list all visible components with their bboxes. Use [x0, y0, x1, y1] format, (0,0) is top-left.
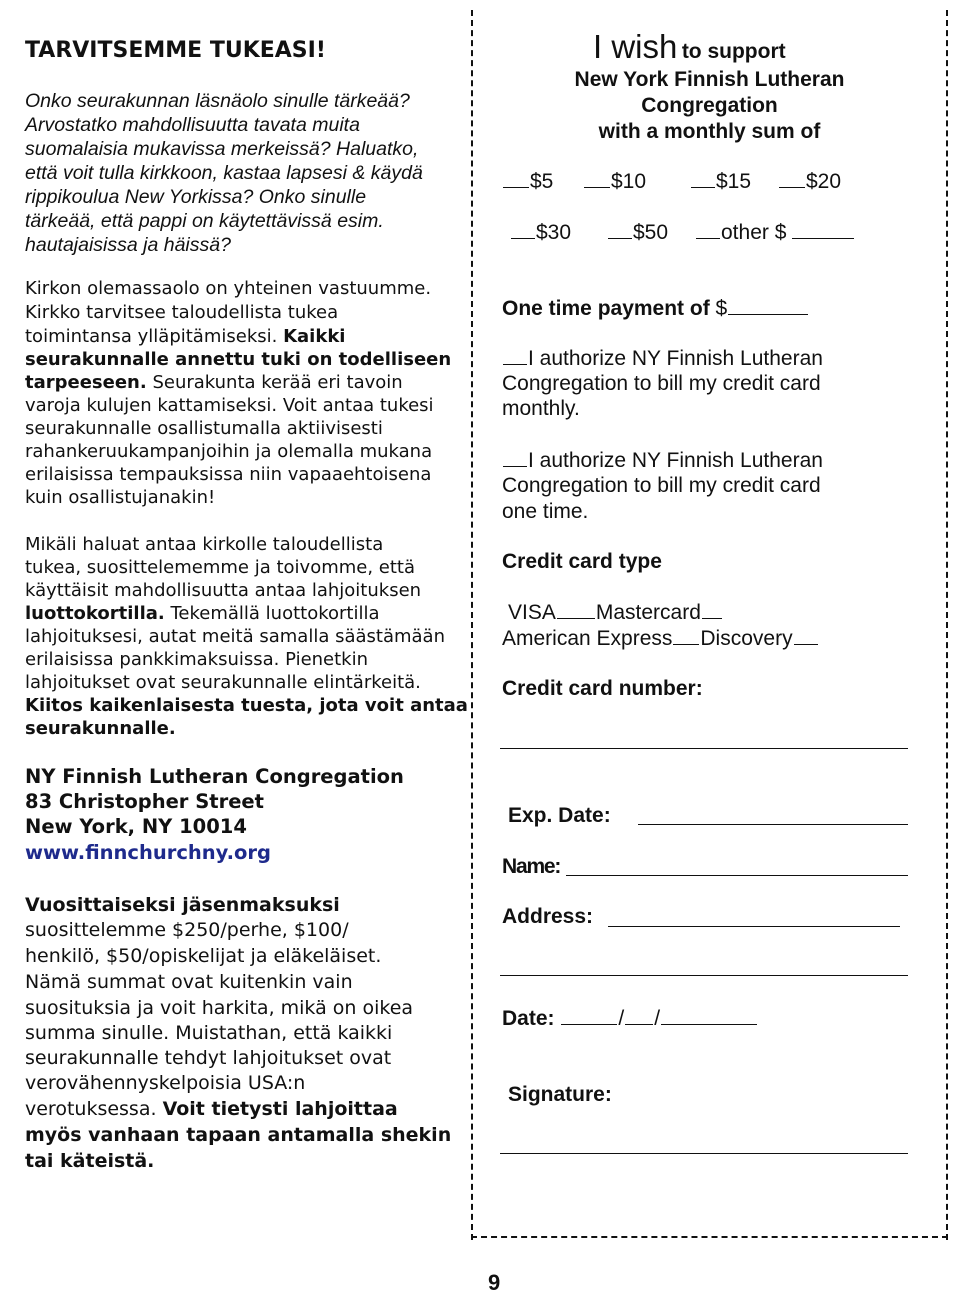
address-input-line-1[interactable]: [608, 926, 900, 927]
checkbox-blank[interactable]: [503, 347, 527, 365]
signature-input[interactable]: [500, 1153, 908, 1154]
card-type-row-1: [508, 601, 723, 625]
amount-label: $30: [536, 221, 572, 244]
address-label: Address:: [502, 905, 594, 928]
intro-line: että voit tulla kirkkoon, kastaa lapsesi & käydä: [25, 162, 423, 184]
text-line: Nämä summat ovat kuitenkin vain: [25, 971, 353, 993]
date-year-input[interactable]: [661, 1007, 757, 1025]
card-type-row-2: [502, 627, 819, 651]
membership-title: Vuosittaiseksi jäsenmaksuksi: [25, 894, 340, 916]
text-line: tai käteistä.: [25, 1150, 155, 1172]
cut-line-horizontal: [471, 1236, 948, 1238]
date-slash: /: [654, 1007, 661, 1030]
form-title: [593, 28, 786, 66]
text-line: [25, 603, 380, 624]
auth-text-line: one time.: [502, 500, 589, 523]
other-amount-input[interactable]: [792, 221, 854, 239]
text-line: tukea, suosittelememme ja toivomme, että: [25, 557, 416, 578]
text-span-bold: Voit tietysti lahjoittaa: [162, 1098, 398, 1120]
text-line: suosituksia ja voit harkita, mikä on oikea: [25, 997, 414, 1019]
one-time-label: One time payment of: [502, 297, 710, 320]
text-line: käyttäisit mahdollisuutta antaa lahjoituksen: [25, 580, 422, 601]
auth-text-line: Congregation to bill my credit card: [502, 474, 821, 497]
date-slash: /: [618, 1007, 625, 1030]
intro-line: tärkeää, että pappi on käytettävissä esim.: [25, 210, 384, 232]
text-line: suosittelemme $250/perhe, $100/: [25, 919, 349, 941]
text-line: seurakunnalle osallistumalla aktiivisesti: [25, 418, 383, 439]
text-line: lahjoitukset ovat seurakunnalle elintärkeitä.: [25, 672, 421, 693]
date-day-input[interactable]: [625, 1007, 653, 1025]
amount-label: $50: [633, 221, 669, 244]
visa-label: VISA: [508, 601, 556, 624]
text-line: seurakunnalle tehdyt lahjoitukset ovat: [25, 1047, 392, 1069]
mastercard-blank[interactable]: [702, 601, 722, 619]
amount-10-option[interactable]: [583, 170, 646, 194]
amount-label: $15: [716, 170, 752, 193]
wish-support: to support: [681, 40, 786, 63]
text-line: Kirkko tarvitsee taloudellista tukea: [25, 302, 339, 323]
amex-blank[interactable]: [673, 627, 699, 645]
text-line: summa sinulle. Muistathan, että kaikki: [25, 1022, 393, 1044]
amount-50-option[interactable]: [607, 221, 668, 245]
text-line: henkilö, $50/opiskelijat ja eläkeläiset.: [25, 945, 382, 967]
checkbox-blank[interactable]: [511, 221, 535, 239]
form-monthly-line: with a monthly sum of: [598, 120, 821, 143]
checkbox-blank[interactable]: [779, 170, 805, 188]
checkbox-blank[interactable]: [691, 170, 715, 188]
wish-text: I wish: [593, 28, 678, 65]
cut-line-vertical: [471, 10, 473, 1240]
intro-line: rippikoulua New Yorkissa? Onko sinulle: [25, 186, 367, 208]
exp-date-input[interactable]: [638, 824, 908, 825]
text-line: [25, 372, 403, 393]
text-span: Tekemällä luottokortilla: [164, 603, 380, 624]
discovery-label: Discovery: [700, 627, 793, 650]
one-time-payment: [502, 297, 809, 321]
one-time-amount-input[interactable]: [728, 297, 808, 315]
text-line: Mikäli haluat antaa kirkolle taloudellista: [25, 534, 384, 555]
amount-20-option[interactable]: [778, 170, 841, 194]
text-span-bold: tarpeeseen.: [25, 372, 147, 393]
text-line: [25, 395, 434, 416]
text-span-bold: Kaikki: [283, 326, 346, 347]
text-line: verovähennyskelpoisia USA:n: [25, 1072, 306, 1094]
text-line: lahjoituksesi, autat meitä samalla säästämään: [25, 626, 445, 647]
text-line: seurakunnalle annettu tuki on todelliseen: [25, 349, 452, 370]
text-span: toimintansa ylläpitämiseksi.: [25, 326, 284, 347]
date-label: Date:: [502, 1007, 555, 1030]
auth-text: I authorize NY Finnish Lutheran: [528, 347, 823, 370]
text-line: erilaisissa pankkimaksuissa. Pienetkin: [25, 649, 369, 670]
intro-line: Arvostatko mahdollisuutta tavata muita: [25, 114, 360, 136]
checkbox-blank[interactable]: [584, 170, 610, 188]
card-number-input[interactable]: [500, 748, 908, 749]
form-org-line1: New York Finnish Lutheran: [574, 68, 845, 91]
text-line: myös vanhaan tapaan antamalla shekin: [25, 1124, 452, 1146]
org-name: NY Finnish Lutheran Congregation: [25, 765, 404, 788]
date-field: [502, 1007, 758, 1031]
text-line: [25, 1098, 398, 1120]
card-number-label: Credit card number:: [502, 677, 703, 700]
amount-other-option[interactable]: [695, 221, 855, 245]
authorize-monthly-option[interactable]: [502, 347, 823, 371]
checkbox-blank[interactable]: [696, 221, 720, 239]
text-line: seurakunnalle.: [25, 718, 176, 739]
org-street: 83 Christopher Street: [25, 790, 264, 813]
checkbox-blank[interactable]: [503, 449, 527, 467]
card-type-label: Credit card type: [502, 550, 662, 573]
mastercard-label: Mastercard: [595, 601, 701, 624]
amount-30-option[interactable]: [510, 221, 571, 245]
amex-label: American Express: [502, 627, 673, 650]
text-line: Kirkon olemassaolo on yhteinen vastuumme.: [25, 278, 432, 299]
exp-date-label: Exp. Date:: [508, 804, 611, 827]
text-span: verotuksessa.: [25, 1098, 163, 1120]
intro-line: hautajaisissa ja häissä?: [25, 234, 231, 256]
text-line: Kiitos kaikenlaisesta tuesta, jota voit antaa: [25, 695, 468, 716]
auth-text: I authorize NY Finnish Lutheran: [528, 449, 823, 472]
amount-label: $5: [530, 170, 554, 193]
signature-label: Signature:: [508, 1083, 612, 1106]
amount-15-option[interactable]: [690, 170, 751, 194]
text-line: rahankeruukampanjoihin ja olemalla mukana: [25, 441, 433, 462]
auth-text-line: monthly.: [502, 397, 580, 420]
visa-blank[interactable]: [557, 601, 595, 619]
cut-line-right: [946, 10, 948, 1240]
amount-label: other $: [721, 221, 787, 244]
address-input-line-2[interactable]: [500, 975, 908, 976]
text-line: [25, 326, 345, 347]
date-month-input[interactable]: [561, 1007, 617, 1025]
amount-label: $10: [611, 170, 647, 193]
text-span: Voit antaa tukesi: [277, 395, 434, 416]
text-span: varoja kulujen kattamiseksi.: [25, 395, 278, 416]
text-span: Seurakunta kerää eri tavoin: [146, 372, 403, 393]
intro-line: Onko seurakunnan läsnäolo sinulle tärkeää?: [25, 90, 410, 112]
auth-text-line: Congregation to bill my credit card: [502, 372, 821, 395]
page-heading: TARVITSEMME TUKEASI!: [25, 38, 326, 63]
text-line: kuin osallistujanakin!: [25, 487, 216, 508]
text-line: erilaisissa tempauksissa niin vapaaehtoisena: [25, 464, 432, 485]
name-label: Name:: [502, 855, 561, 878]
checkbox-blank[interactable]: [608, 221, 632, 239]
intro-line: suomalaisia mukavissa merkeissä? Haluatko,: [25, 138, 419, 160]
discovery-blank[interactable]: [794, 627, 818, 645]
dollar-sign: $: [715, 297, 728, 320]
form-org-line2: Congregation: [641, 94, 778, 117]
org-city: New York, NY 10014: [25, 815, 247, 838]
text-span-bold: luottokortilla.: [25, 603, 165, 624]
website-link[interactable]: www.finnchurchny.org: [25, 841, 271, 864]
page-number: 9: [488, 1270, 501, 1295]
authorize-once-option[interactable]: [502, 449, 823, 473]
checkbox-blank[interactable]: [503, 170, 529, 188]
amount-5-option[interactable]: [502, 170, 553, 194]
name-input[interactable]: [566, 875, 908, 876]
amount-label: $20: [806, 170, 842, 193]
